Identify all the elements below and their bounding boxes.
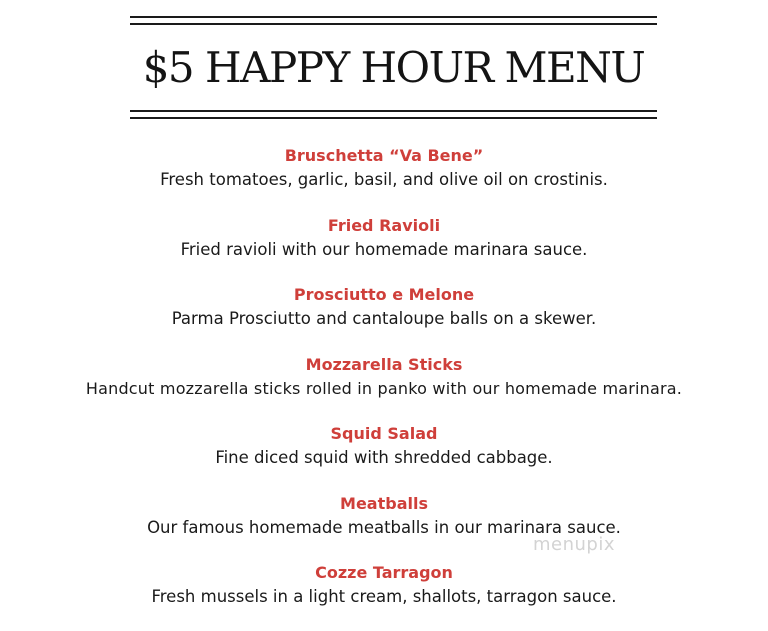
menu-item-name: Cozze Tarragon <box>315 563 453 582</box>
menu-item-name: Mozzarella Sticks <box>305 354 463 374</box>
menu-item <box>0 353 768 423</box>
menu-item-name: Fried Ravioli <box>327 215 441 235</box>
menu-item-description: Handcut mozzarella sticks rolled in panko with our homemade marinara. <box>85 378 683 398</box>
bottom-rule-outer <box>130 117 657 119</box>
watermark: menupix <box>533 534 616 555</box>
menu-items-list <box>0 144 768 631</box>
menu-item-description: Fine diced squid with shredded cabbage. <box>215 448 553 467</box>
menu-item <box>0 283 768 353</box>
menu-item-description: Fresh mussels in a light cream, shallots, tarragon sauce. <box>151 587 617 606</box>
menu-header <box>130 16 657 120</box>
bottom-rule-inner <box>130 110 657 112</box>
menu-item <box>0 492 768 562</box>
menu-title: $5 HAPPY HOUR MENU <box>142 43 645 92</box>
menu-item <box>0 561 768 631</box>
menu-item-name: Prosciutto e Melone <box>293 285 475 304</box>
top-rule-outer <box>130 16 657 18</box>
menu-item-name: Bruschetta “Va Bene” <box>284 146 484 165</box>
menu-item <box>0 214 768 284</box>
menu-item-name: Meatballs <box>340 493 428 513</box>
menu-item-description: Parma Prosciutto and cantaloupe balls on a skewer. <box>171 309 597 328</box>
top-rule-inner <box>130 23 657 25</box>
menu-item-description: Fried ravioli with our homemade marinara sauce. <box>180 239 588 259</box>
menu-item <box>0 144 768 214</box>
menu-item-description: Our famous homemade meatballs in our marinara sauce. <box>147 517 621 537</box>
menu-item-name: Squid Salad <box>330 424 438 443</box>
menu-item <box>0 422 768 492</box>
menu-item-description: Fresh tomatoes, garlic, basil, and olive oil on crostinis. <box>160 170 608 189</box>
